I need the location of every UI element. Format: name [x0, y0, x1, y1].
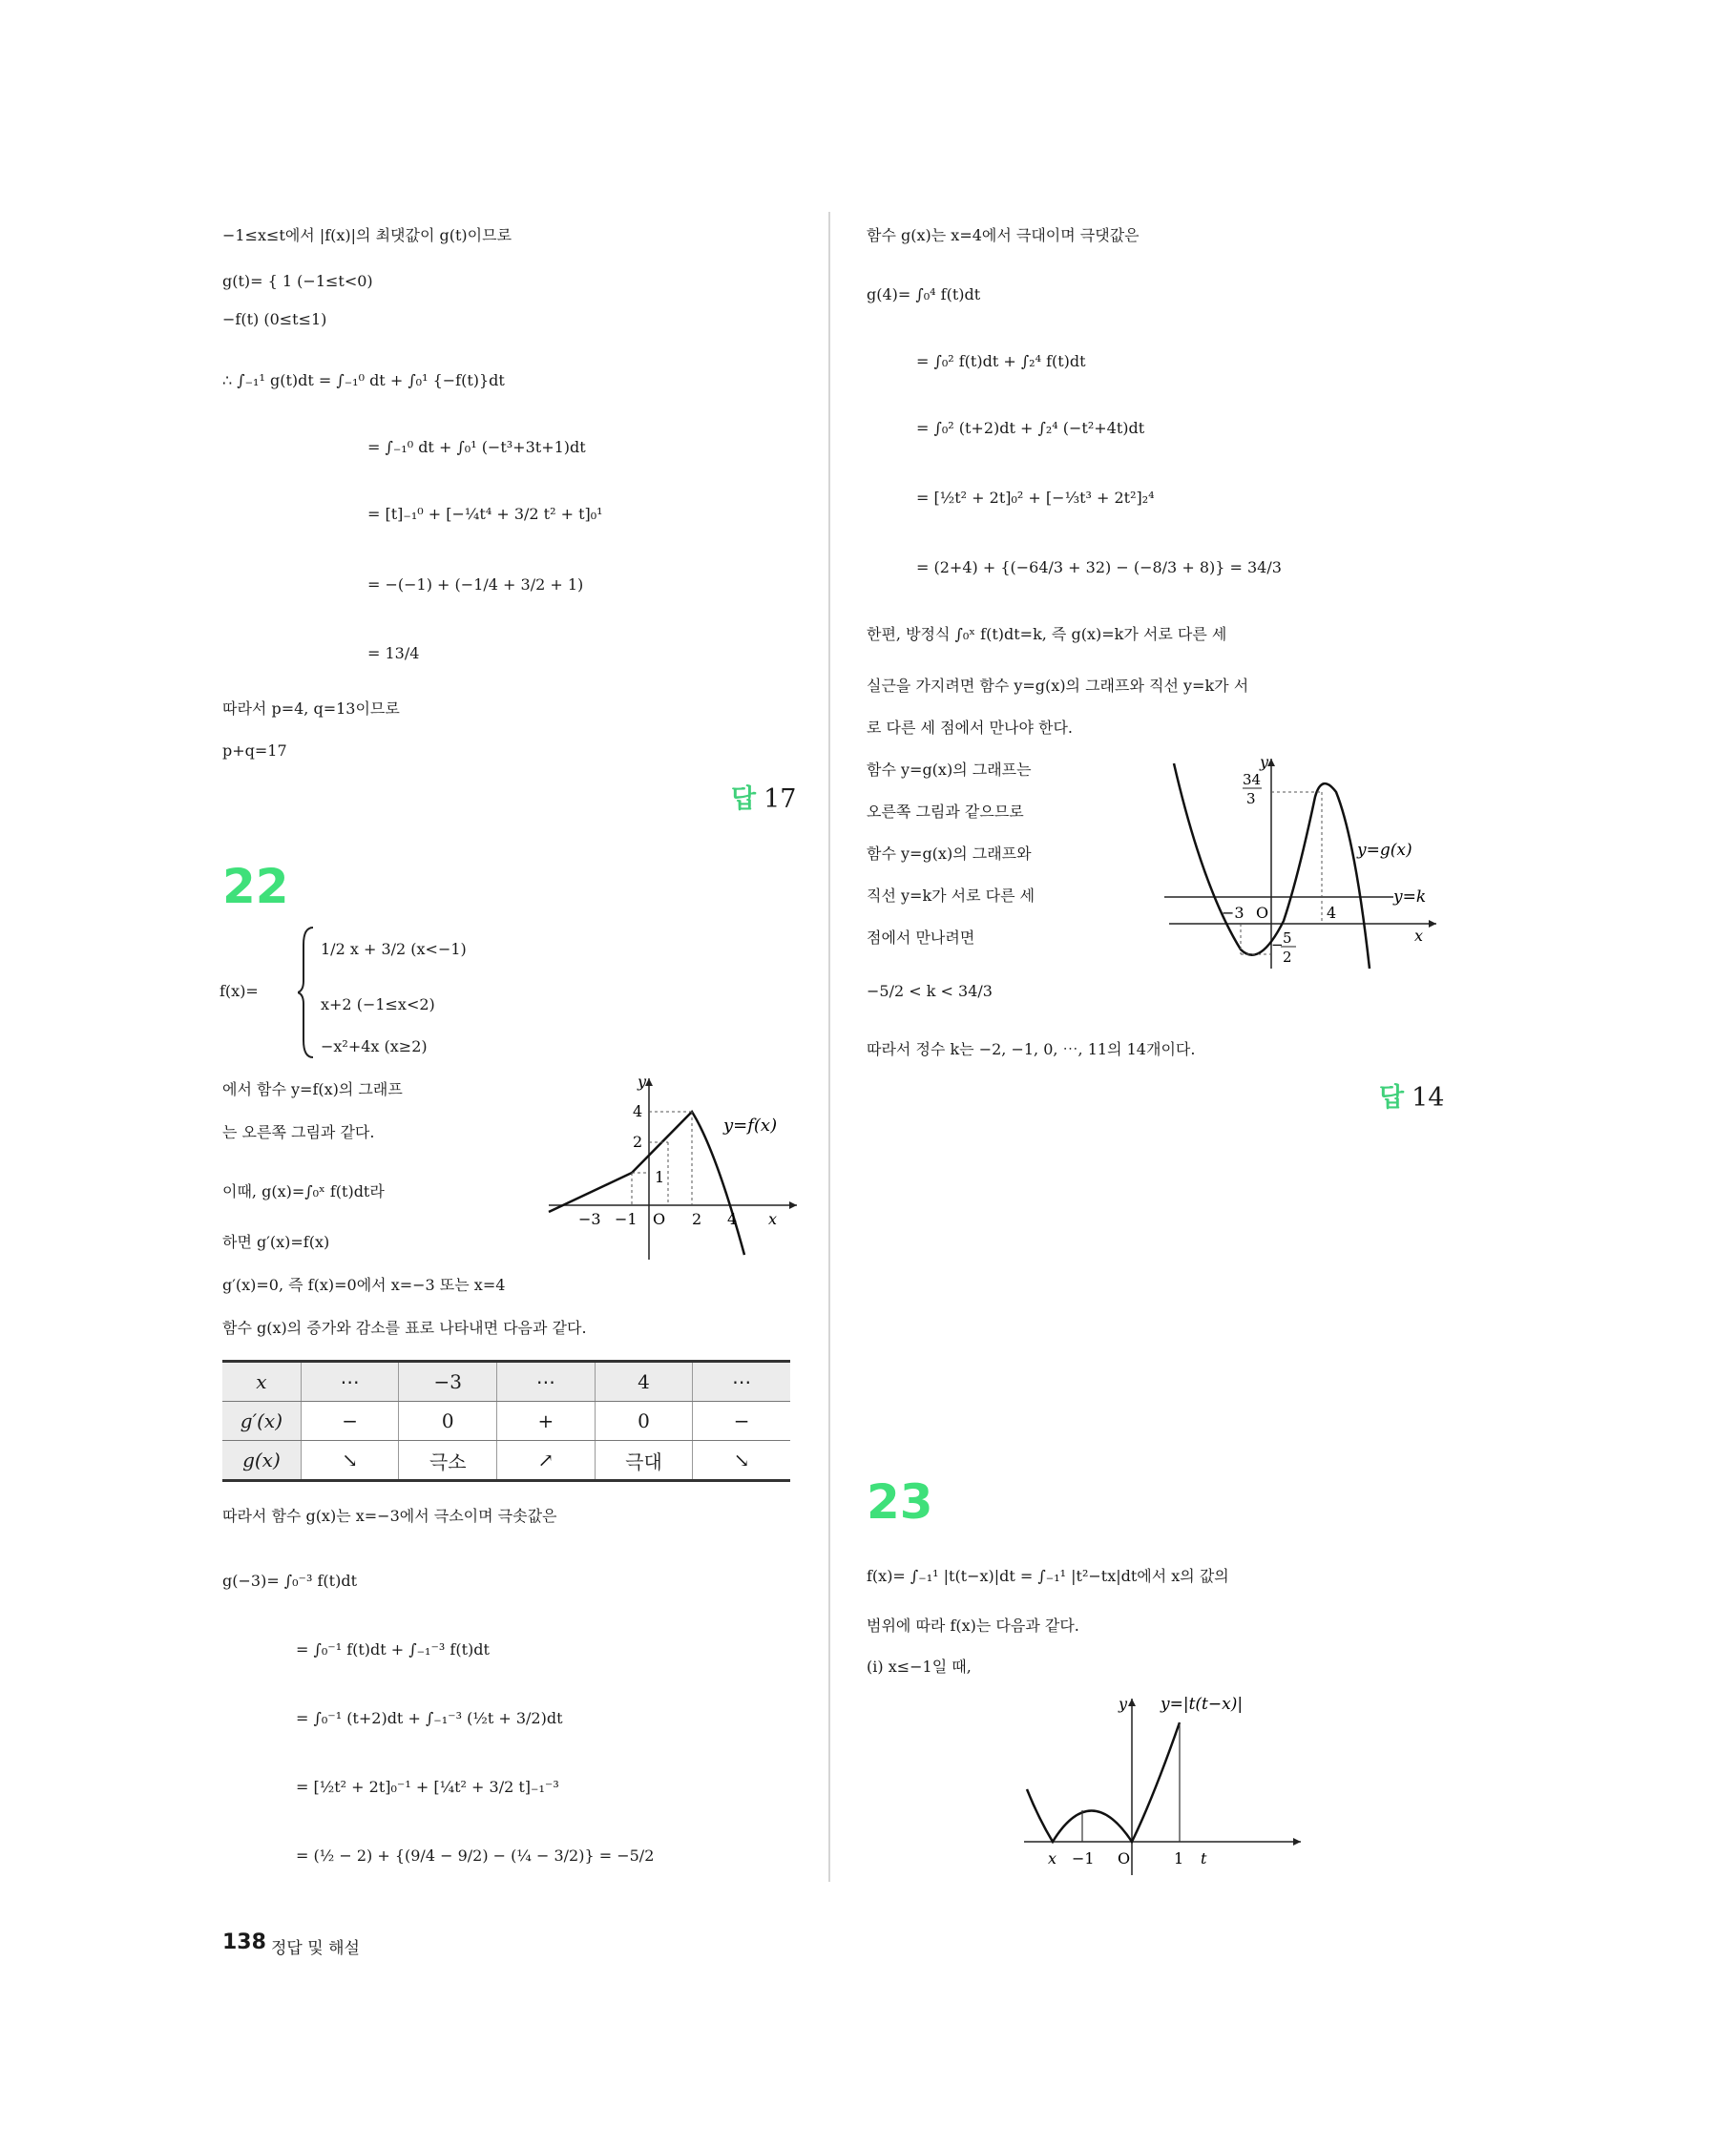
math-line: ∴ ∫₋₁¹ g(t)dt = ∫₋₁⁰ dt + ∫₀¹ {−f(t)}dt: [222, 371, 505, 389]
x-label: x: [1414, 927, 1424, 945]
text-line: 함수 y=g(x)의 그래프와: [867, 845, 1032, 863]
graph-g: [1164, 754, 1441, 973]
tick-34: 34: [1243, 771, 1262, 788]
abs-curve: [1027, 1722, 1180, 1842]
text-line: 이때, g(x)=∫₀ˣ f(t)dt라: [222, 1182, 385, 1200]
tick-neg1: −1: [1072, 1849, 1095, 1867]
table-cell: ↘: [301, 1441, 399, 1481]
text-line: 한편, 방정식 ∫₀ˣ f(t)dt=k, 즉 g(x)=k가 서로 다른 세: [867, 625, 1227, 643]
math-line: = ∫₀² (t+2)dt + ∫₂⁴ (−t²+4t)dt: [916, 419, 1145, 437]
table-cell: 4: [595, 1362, 693, 1402]
math-line: = ∫₀² f(t)dt + ∫₂⁴ f(t)dt: [916, 352, 1086, 370]
problem-number-23: 23: [867, 1474, 933, 1530]
origin-label: O: [1256, 904, 1269, 922]
graph-f: [544, 1074, 802, 1264]
math-line: = (½ − 2) + {(9/4 − 9/2) − (¼ − 3/2)} = −5/2: [296, 1846, 655, 1865]
table-cell: 0: [595, 1402, 693, 1441]
table-row: [222, 1362, 790, 1402]
origin-label: O: [653, 1210, 666, 1228]
table-row: [222, 1441, 790, 1481]
answer-14: [1379, 1076, 1444, 1114]
tick-minus: −: [1271, 936, 1284, 953]
answer-value: 17: [763, 784, 797, 814]
t-label: t: [1201, 1849, 1207, 1867]
y-label: y: [1119, 1695, 1128, 1713]
text-line: 함수 g(x)의 증가와 감소를 표로 나타내면 다음과 같다.: [222, 1319, 587, 1337]
text-line: 함수 y=g(x)의 그래프는: [867, 761, 1032, 779]
text-line: 점에서 만나려면: [867, 928, 975, 947]
tick-4x: 4: [727, 1210, 738, 1228]
math-line: = ∫₀⁻¹ f(t)dt + ∫₋₁⁻³ f(t)dt: [296, 1640, 490, 1659]
table-cell: +: [497, 1402, 596, 1441]
math-line: g(−3)= ∫₀⁻³ f(t)dt: [222, 1572, 358, 1590]
math-line: = [t]₋₁⁰ + [−¼t⁴ + 3/2 t² + t]₀¹: [367, 505, 603, 523]
table-cell: x: [222, 1362, 301, 1402]
math-line: = (2+4) + {(−64/3 + 32) − (−8/3 + 8)} = 34/3: [916, 558, 1282, 576]
text-line: 따라서 p=4, q=13이므로: [222, 699, 400, 718]
text-line: 함수 g(x)는 x=4에서 극대이며 극댓값은: [867, 226, 1140, 244]
math-line: = ∫₋₁⁰ dt + ∫₀¹ (−t³+3t+1)dt: [367, 438, 586, 456]
table-row: [222, 1402, 790, 1441]
tick-1: 1: [655, 1168, 665, 1186]
math-line: f(x)= ∫₋₁¹ |t(t−x)|dt = ∫₋₁¹ |t²−tx|dt에서 x의 값의: [867, 1567, 1229, 1585]
table-cell: −: [693, 1402, 790, 1441]
increase-decrease-table: [222, 1360, 790, 1482]
table-cell: g′(x): [222, 1402, 301, 1441]
origin-label: O: [1118, 1849, 1131, 1867]
math-line: g(t)= { 1 (−1≤t<0): [222, 272, 373, 290]
tick-3: 3: [1246, 790, 1256, 807]
tick-x: x: [1048, 1849, 1057, 1867]
text-line: 는 오른쪽 그림과 같다.: [222, 1123, 375, 1141]
f-curve: [549, 1112, 744, 1255]
column-divider: [828, 212, 830, 1882]
text-line: 오른쪽 그림과 같으므로: [867, 803, 1024, 821]
text-line: (i) x≤−1일 때,: [867, 1658, 972, 1676]
tick-1: 1: [1174, 1849, 1184, 1867]
math-line: g(4)= ∫₀⁴ f(t)dt: [867, 285, 981, 303]
math-line: = [½t² + 2t]₀⁻¹ + [¼t² + 3/2 t]₋₁⁻³: [296, 1778, 559, 1796]
curve-label: y=f(x): [723, 1116, 778, 1136]
text-line: 실근을 가지려면 함수 y=g(x)의 그래프와 직선 y=k가 서: [867, 677, 1249, 695]
text-line: g′(x)=0, 즉 f(x)=0에서 x=−3 또는 x=4: [222, 1276, 506, 1294]
answer-value: 14: [1412, 1083, 1445, 1113]
page-number: 138: [222, 1930, 266, 1954]
table-cell: 극소: [399, 1441, 497, 1481]
tick-2: 2: [633, 1133, 643, 1151]
math-line: −5/2 < k < 34/3: [867, 982, 993, 1000]
graph-abs: [1019, 1694, 1306, 1880]
math-line: = 13/4: [367, 644, 420, 662]
table-cell: ⋯: [693, 1362, 790, 1402]
table-cell: −3: [399, 1362, 497, 1402]
tick-4: 4: [633, 1102, 643, 1120]
math-line: −f(t) (0≤t≤1): [222, 310, 327, 328]
footer-title: 정답 및 해설: [271, 1939, 360, 1958]
table-cell: ↗: [497, 1441, 596, 1481]
y-label: y: [1260, 754, 1269, 771]
curve-label: y=g(x): [1357, 841, 1412, 860]
math-line: = [½t² + 2t]₀² + [−⅓t³ + 2t²]₂⁴: [916, 489, 1155, 507]
text-line: 로 다른 세 점에서 만나야 한다.: [867, 719, 1073, 737]
problem-number-22: 22: [222, 859, 289, 914]
text-line: 하면 g′(x)=f(x): [222, 1233, 330, 1251]
line-label: y=k: [1393, 887, 1427, 907]
tick-2: 2: [1283, 949, 1292, 966]
math-line: = −(−1) + (−1/4 + 3/2 + 1): [367, 575, 584, 594]
table-cell: g(x): [222, 1441, 301, 1481]
brace: [298, 926, 317, 1059]
tick-neg1: −1: [615, 1210, 638, 1228]
answer-label: 답: [1379, 1083, 1405, 1113]
text-line: 따라서 정수 k는 −2, −1, 0, ⋯, 11의 14개이다.: [867, 1040, 1196, 1058]
table-cell: ⋯: [497, 1362, 596, 1402]
answer-17: [731, 778, 796, 815]
tick-neg3: −3: [578, 1210, 601, 1228]
answer-label: 답: [731, 784, 757, 814]
table-cell: ↘: [693, 1441, 790, 1481]
table-cell: −: [301, 1402, 399, 1441]
math-line: p+q=17: [222, 741, 287, 760]
text-line: 에서 함수 y=f(x)의 그래프: [222, 1080, 403, 1098]
text-line: 범위에 따라 f(x)는 다음과 같다.: [867, 1617, 1079, 1635]
text-line: 직선 y=k가 서로 다른 세: [867, 887, 1035, 905]
curve-label: y=|t(t−x)|: [1161, 1695, 1244, 1714]
f-label: f(x)=: [220, 982, 259, 1000]
math-line: = ∫₀⁻¹ (t+2)dt + ∫₋₁⁻³ (½t + 3/2)dt: [296, 1709, 563, 1727]
piece-3: −x²+4x (x≥2): [321, 1037, 428, 1055]
table-cell: 0: [399, 1402, 497, 1441]
text-line: −1≤x≤t에서 |f(x)|의 최댓값이 g(t)이므로: [222, 226, 512, 244]
tick-5: 5: [1283, 929, 1292, 947]
table-cell: ⋯: [301, 1362, 399, 1402]
table-cell: 극대: [595, 1441, 693, 1481]
tick-4: 4: [1327, 904, 1337, 922]
text-line: 따라서 함수 g(x)는 x=−3에서 극소이며 극솟값은: [222, 1507, 557, 1525]
tick-neg3: −3: [1222, 904, 1244, 922]
x-label: x: [768, 1210, 778, 1228]
tick-2x: 2: [692, 1210, 702, 1228]
piece-1: 1/2 x + 3/2 (x<−1): [321, 940, 467, 958]
piece-2: x+2 (−1≤x<2): [321, 995, 435, 1013]
y-label: y: [638, 1074, 647, 1091]
